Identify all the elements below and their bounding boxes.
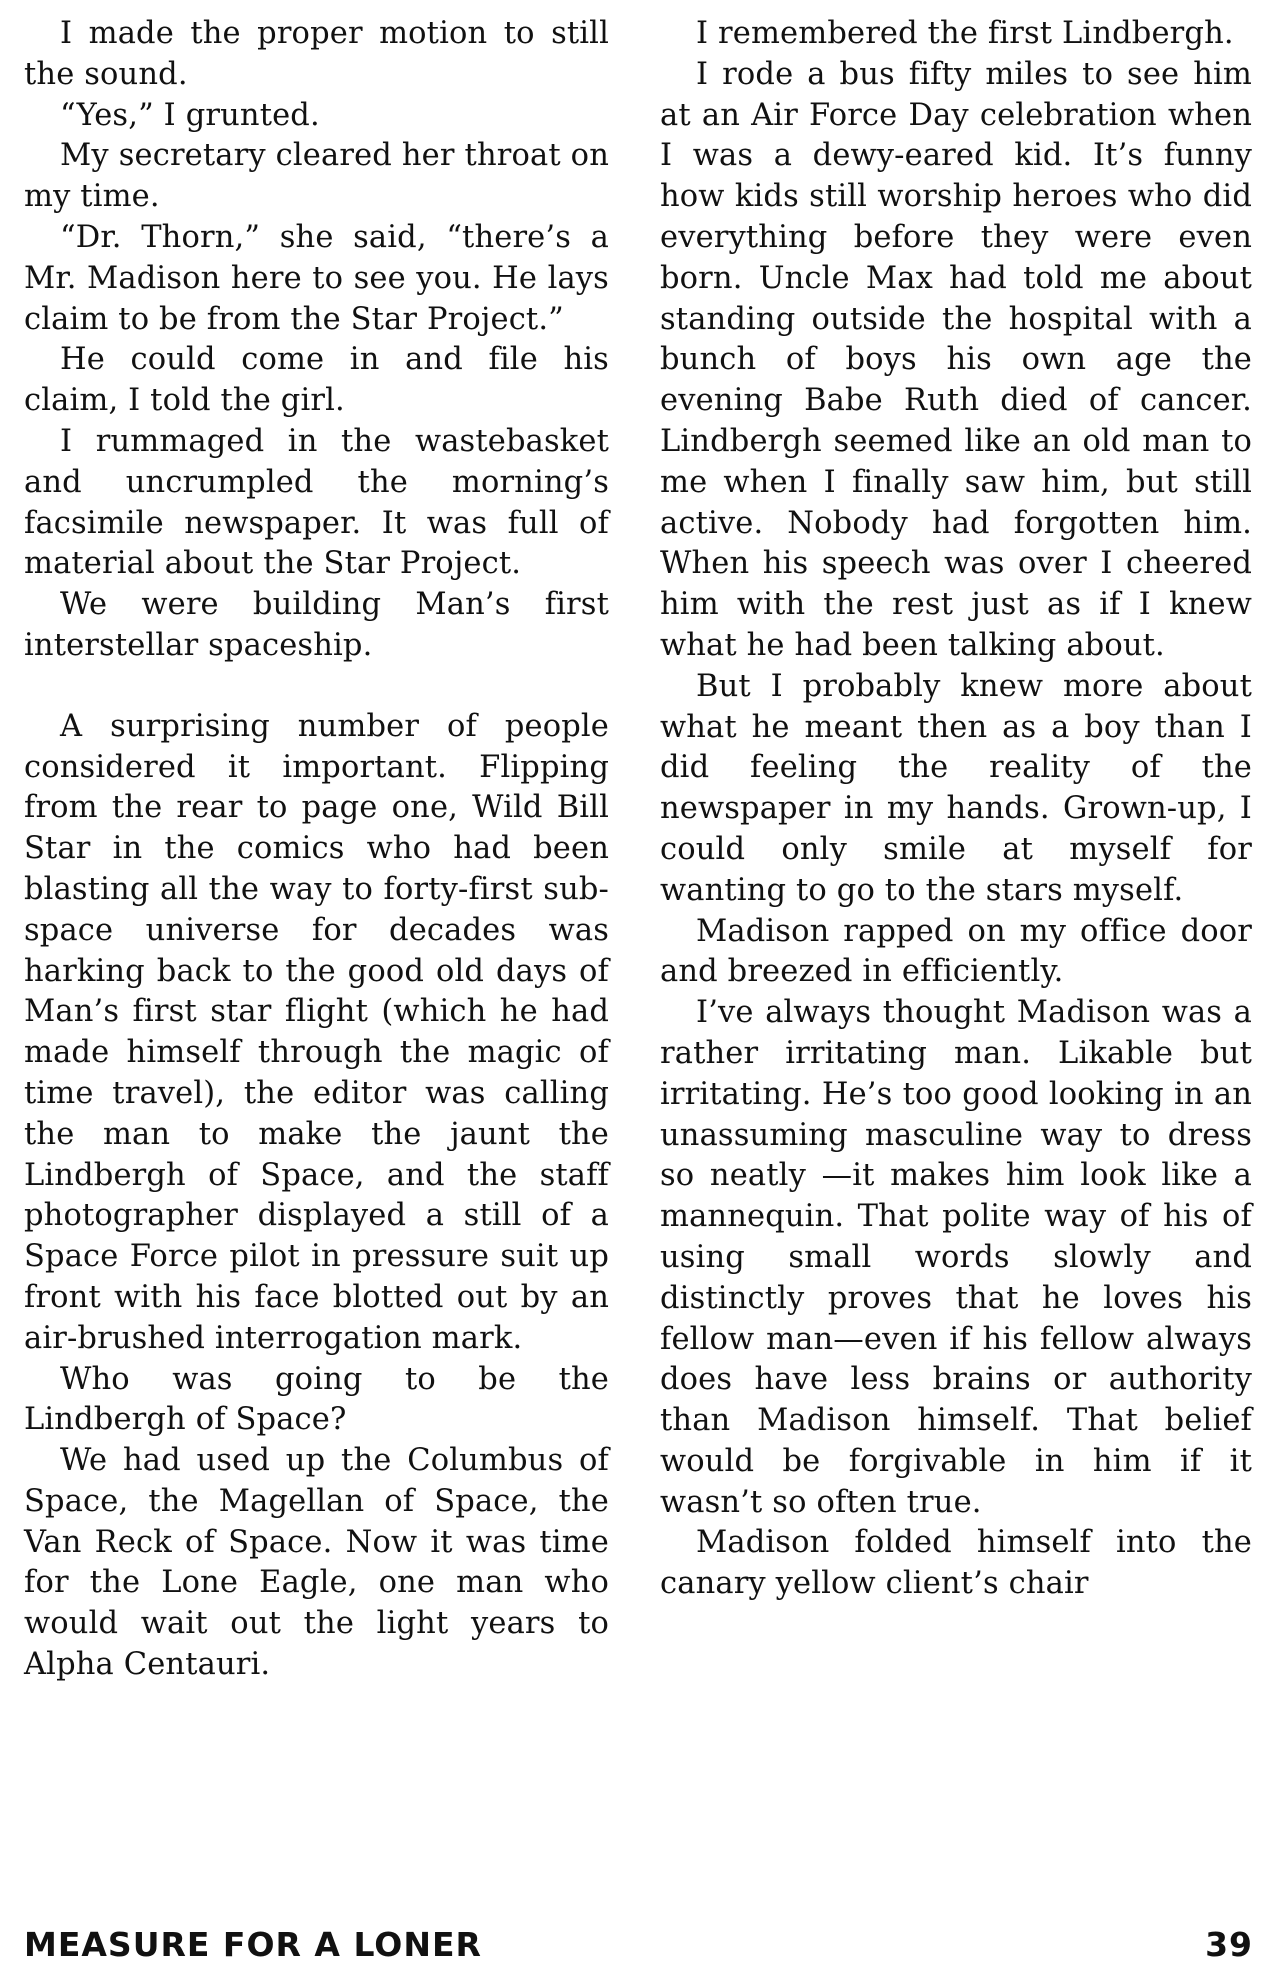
- paragraph: We were building Man’s first interstellar spaceship.: [24, 587, 609, 663]
- paragraph: I made the proper motion to still the sound.: [24, 16, 609, 92]
- page-number: 39: [1205, 1925, 1253, 1964]
- paragraph: A surprising number of people considered it important. Flipping from the rear to page one, Wild Bill Star in the comics who had been blasting all the way to forty-first sub-space universe for decades was harking back to the good old days of Man’s first star flight (which he had made himself through the magic of time travel), the editor was calling the man to make the jaunt the Lindbergh of Space, and the staff photographer displayed a still of a Space Force pilot in pressure suit up front with his face blotted out by an air-brushed interrogation mark.: [24, 708, 609, 1356]
- left-text-column: [24, 14, 609, 1686]
- running-title: MEASURE FOR A LONER: [24, 1925, 482, 1964]
- paragraph: I’ve always thought Madison was a rather irritating man. Likable but irritating. He’s too good looking in an unassuming masculine way to dress so neatly —it makes him look like a mannequin. That polite way of his of using small words slowly and distinctly proves that he loves his fellow man—even if his fellow always does have less brains or authority than Madison himself. That belief would be forgivable in him if it wasn’t so often true.: [660, 995, 1252, 1520]
- paragraph: Madison rapped on my office door and breezed in efficiently.: [660, 913, 1252, 990]
- paragraph: I remembered the first Lindbergh.: [696, 16, 1234, 51]
- paragraph: I rode a bus fifty miles to see him at an Air Force Day celebration when I was a dewy-eared kid. It’s funny how kids still worship heroes who did everything before they were even born. Uncle Max had told me about standing outside the hospital with a bunch of boys his own age the evening Babe Ruth died of cancer. Lindbergh seemed like an old man to me when I finally saw him, but still active. Nobody had forgotten him. When his speech was over I cheered him with the rest just as if I knew what he had been talking about.: [660, 56, 1252, 663]
- paragraph: Who was going to be the Lindbergh of Space?: [24, 1361, 609, 1438]
- paragraph: Madison folded himself into the canary yellow client’s chair: [660, 1525, 1252, 1602]
- paragraph: My secretary cleared her throat on my time.: [24, 138, 609, 215]
- paragraph: We had used up the Columbus of Space, the Magellan of Space, the Van Reck of Space. Now it was time for the Lone Eagle, one man who would wait out the light years to Alpha Centauri.: [24, 1443, 609, 1683]
- paragraph: But I probably knew more about what he meant then as a boy than I did feeling the reality of the newspaper in my hands. Grown-up, I could only smile at myself for wanting to go to the stars myself.: [660, 668, 1252, 908]
- page-footer: [24, 1920, 1253, 1970]
- right-text-column: [660, 14, 1252, 1605]
- paragraph: “Yes,” I grunted.: [60, 97, 320, 133]
- paragraph: “Dr. Thorn,” she said, “there’s a Mr. Madison here to see you. He lays claim to be from the Star Project.”: [24, 219, 609, 337]
- paragraph: He could come in and file his claim, I told the girl.: [24, 342, 609, 419]
- paragraph: I rummaged in the wastebasket and uncrumpled the morning’s facsimile newspaper. It was full of material about the Star Project.: [24, 423, 609, 582]
